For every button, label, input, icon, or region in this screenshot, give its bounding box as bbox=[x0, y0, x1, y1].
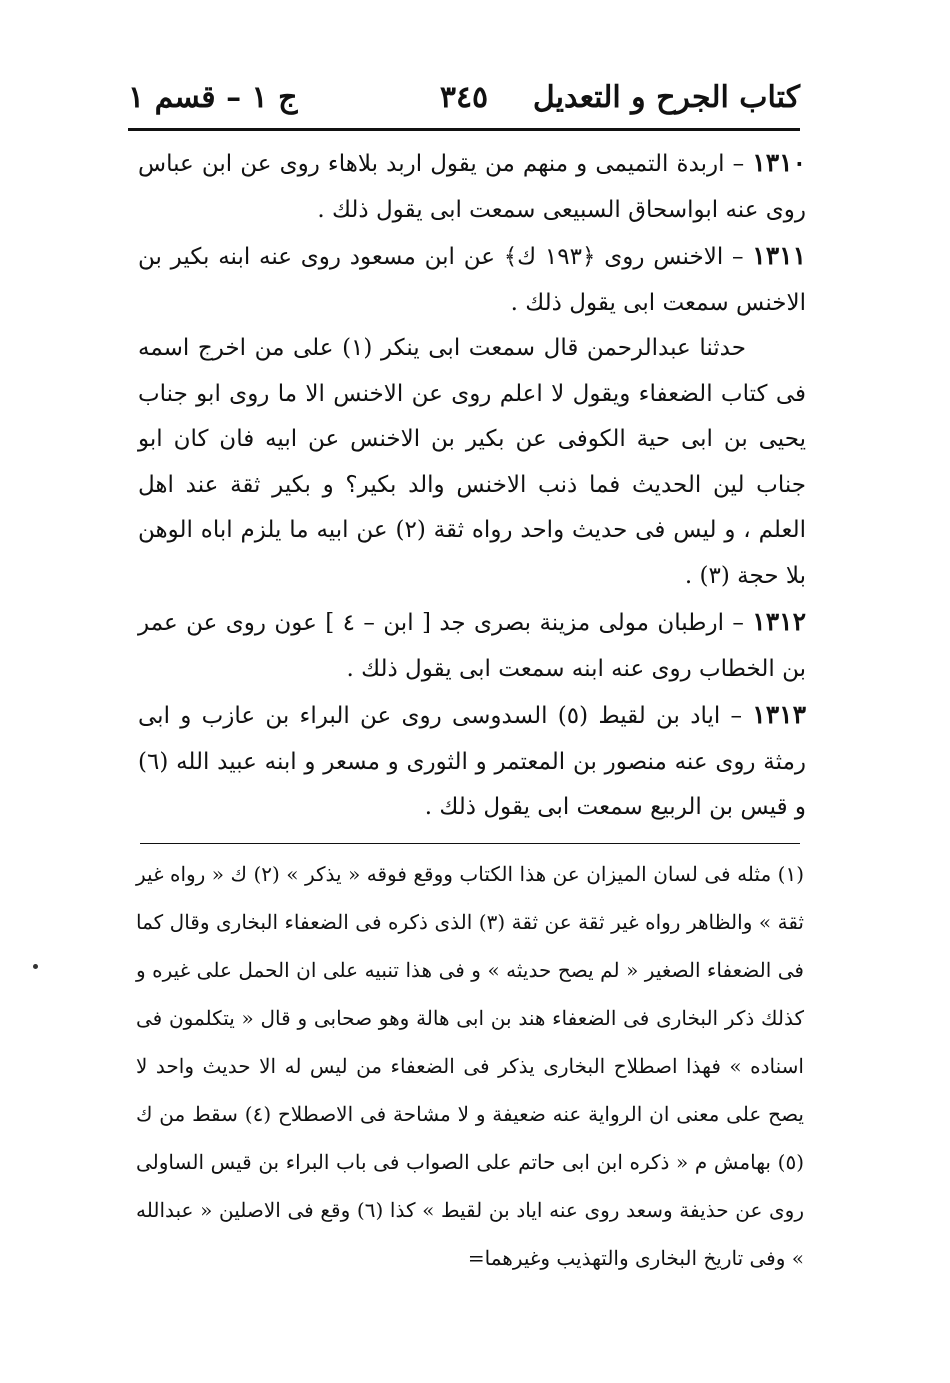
running-header bbox=[128, 70, 800, 128]
entry-dash: – bbox=[720, 703, 753, 729]
entry-1312 bbox=[138, 599, 806, 692]
entry-dash: – bbox=[723, 610, 753, 636]
book-title: كتاب الجرح و التعديل bbox=[532, 80, 800, 115]
entry-number: ١٣١٣ bbox=[752, 700, 806, 729]
entry-1311 bbox=[138, 233, 806, 326]
footnotes bbox=[136, 850, 804, 1282]
header-rule bbox=[128, 128, 800, 131]
footnote-rule bbox=[140, 843, 800, 844]
entry-number: ١٣١٢ bbox=[752, 607, 807, 636]
volume-part: ج ١ – قسم ١ bbox=[128, 80, 298, 115]
entry-dash: – bbox=[723, 244, 753, 270]
main-text bbox=[138, 140, 806, 831]
footnote-text: (١) مثله فى لسان الميزان عن هذا الكتاب ووقع فوقه « يذكر » (٢) ك « رواه غير ثقة » والظاهر رواه غير ثقة عن ثقة (٣) الذى ذكره فى الضعفاء البخارى وقال كما فى الضعفاء الصغير « لم يصح حديثه » و فى هذا تنبيه على ان الحمل على غيره و كذلك ذكر البخارى فى الضعفاء هند بن ابى هالة وهو صحابى و قال « يتكلمون فى اسناده » فهذا اصطلاح البخارى يذكر فى الضعفاء من ليس له الا حديث واحد لا يصح على معنى ان الرواية عنه ضعيفة و لا مشاحة فى الاصطلاح (٤) سقط من ك (٥) بهامش م « ذكره ابن ابى حاتم على الصواب فى باب البراء بن قيس الساولى روى عن حذيفة وسعد روى عنه اياد بن لقيط » كذا (٦) وقع فى الاصلين « عبدالله » وفى تاريخ البخارى والتهذيب وغيرهما= bbox=[136, 862, 805, 1270]
entry-text: اياد بن لقيط (٥) السدوسى روى عن البراء بن عازب و ابى رمثة روى عنه منصور بن المعتمر و الثورى و مسعر و ابنه عبيد الله (٦) و قيس بن الربيع سمعت ابى يقول ذلك . bbox=[138, 703, 806, 820]
entry-dash: – bbox=[724, 151, 753, 177]
scan-speck bbox=[33, 964, 38, 969]
entry-number: ١٣١٠ bbox=[752, 148, 807, 177]
entry-text: اربدة التميمى و منهم من يقول اربد بلاهاء روى عن ابن عباس روى عنه ابواسحاق السبيعى سمعت ابى يقول ذلك . bbox=[138, 151, 806, 223]
entry-number: ١٣١١ bbox=[752, 241, 806, 270]
page-number: ٣٤٥ bbox=[439, 80, 489, 115]
entry-text: الاخنس روى ﴿١٩٣ ك﴾ عن ابن مسعود روى عنه ابنه بكير بن الاخنس سمعت ابى يقول ذلك . bbox=[138, 244, 806, 316]
entry-1313 bbox=[138, 692, 806, 831]
entry-1310 bbox=[138, 140, 806, 233]
commentary-paragraph: حدثنا عبدالرحمن قال سمعت ابى ينكر (١) على من اخرج اسمه فى كتاب الضعفاء ويقول لا اعلم روى عن الاخنس الا ما روى ابو جناب يحيى بن ابى حية الكوفى عن بكير بن الاخنس عن ابيه فان كان ابو جناب لين الحديث فما ذنب الاخنس والد بكير؟ و بكير ثقة عند اهل العلم ، و ليس فى حديث واحد رواه ثقة (٢) عن ابيه ما يلزم اباه الوهن بلا حجة (٣) . bbox=[138, 335, 806, 589]
entry-text: ارطبان مولى مزينة بصرى جد [ ابن – ٤ ] عون روى عن عمر بن الخطاب روى عنه ابنه سمعت ابى يقول ذلك . bbox=[138, 610, 806, 682]
